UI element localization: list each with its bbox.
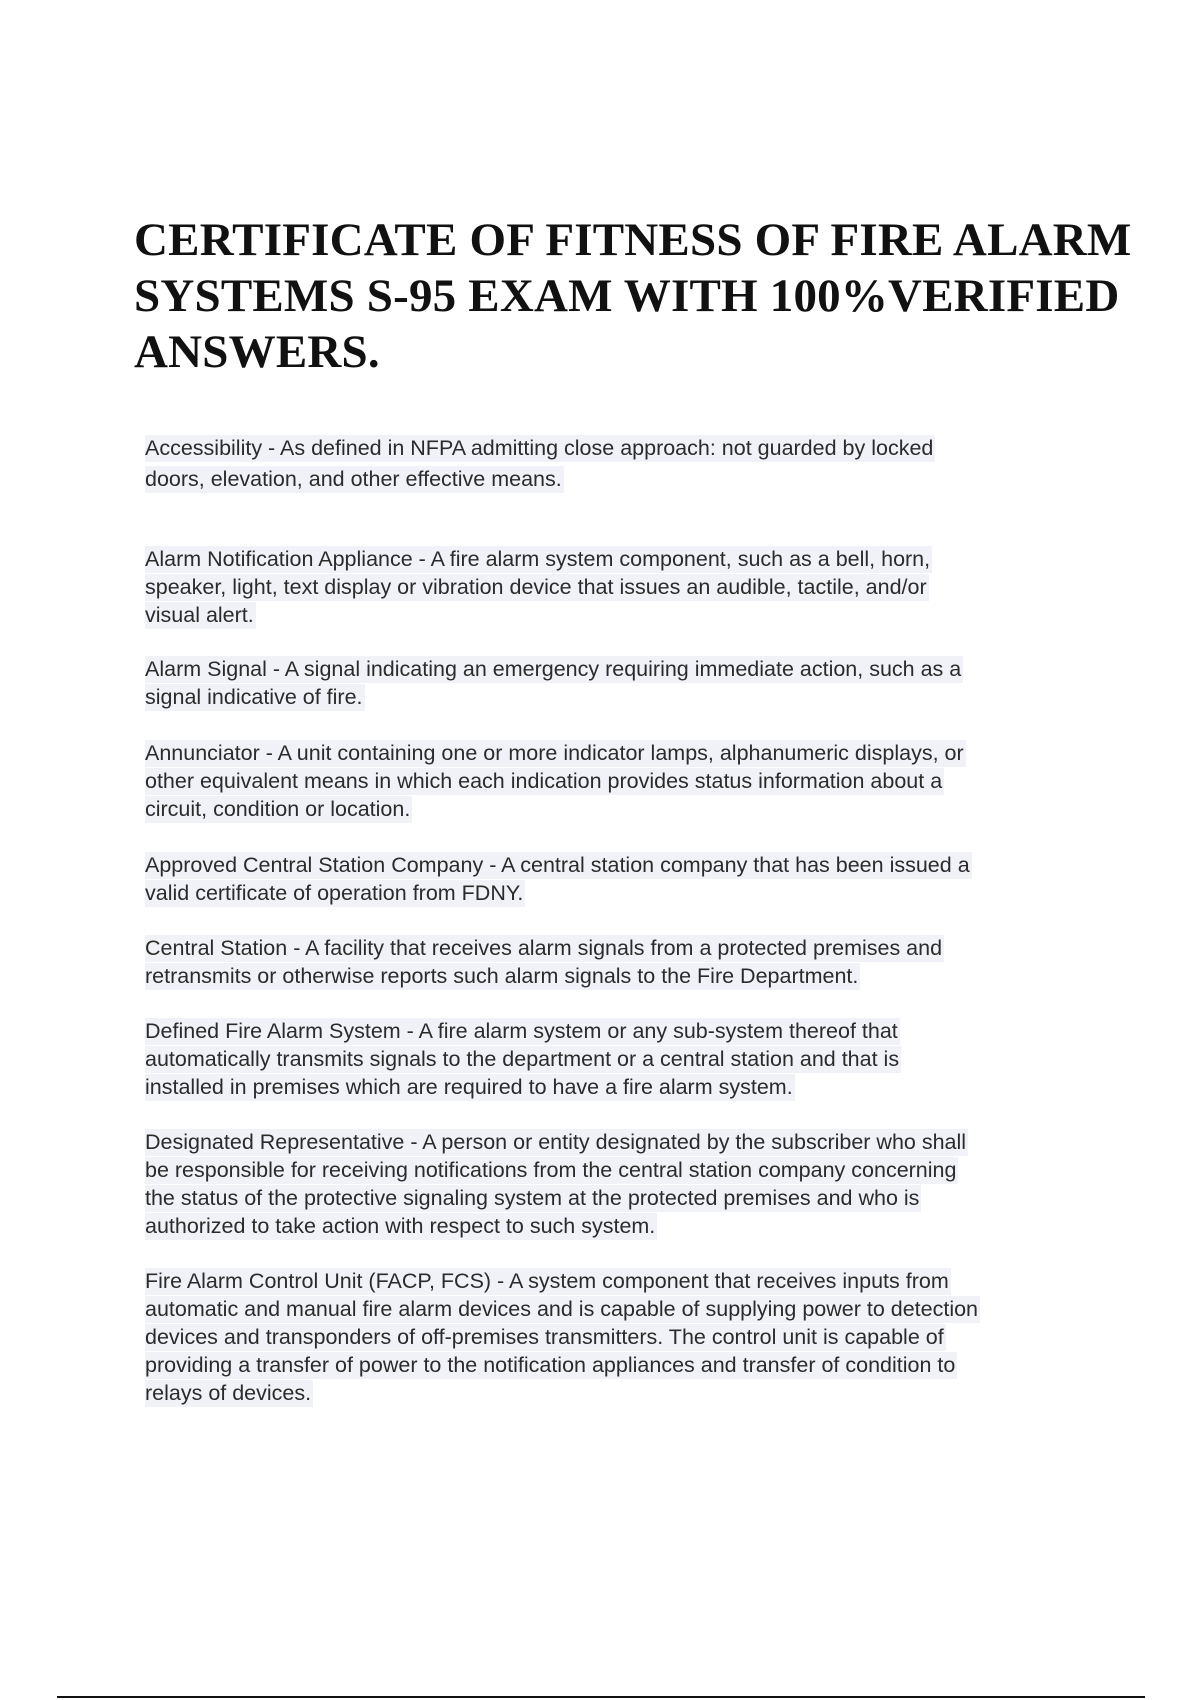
document-title	[134, 212, 1174, 380]
definition-line: automatically transmits signals to the department or a central station and that is	[145, 1047, 900, 1071]
definition-alarm-notification-appliance	[145, 545, 932, 629]
definition-line: visual alert.	[145, 603, 254, 627]
definition-line: signal indicative of fire.	[145, 685, 363, 709]
definition-annunciator	[145, 739, 966, 823]
definition-line: Central Station - A facility that receives alarm signals from a protected premises and	[145, 936, 943, 960]
definition-accessibility	[145, 433, 935, 495]
definition-line: authorized to take action with respect to such system.	[145, 1214, 656, 1238]
definition-line: Fire Alarm Control Unit (FACP, FCS) - A system component that receives inputs from	[145, 1269, 949, 1293]
definition-alarm-signal	[145, 655, 963, 711]
definition-line: automatic and manual fire alarm devices and is capable of supplying power to detection	[145, 1297, 979, 1321]
definition-line: the status of the protective signaling system at the protected premises and who is	[145, 1186, 920, 1210]
definition-line: providing a transfer of power to the notification appliances and transfer of condition to	[145, 1353, 956, 1377]
definition-line: Alarm Signal - A signal indicating an emergency requiring immediate action, such as a	[145, 657, 962, 681]
definition-line: speaker, light, text display or vibration device that issues an audible, tactile, and/or	[145, 575, 927, 599]
definition-line: valid certificate of operation from FDNY.	[145, 881, 524, 905]
definition-line: be responsible for receiving notifications from the central station company concerning	[145, 1158, 957, 1182]
definition-line: Approved Central Station Company - A central station company that has been issued a	[145, 853, 970, 877]
definition-line: doors, elevation, and other effective means.	[145, 467, 562, 491]
title-line: ANSWERS.	[134, 326, 380, 378]
definition-line: installed in premises which are required to have a fire alarm system.	[145, 1075, 793, 1099]
definition-line: devices and transponders of off-premises transmitters. The control unit is capable of	[145, 1325, 944, 1349]
definition-line: Alarm Notification Appliance - A fire alarm system component, such as a bell, horn,	[145, 547, 931, 571]
definition-line: Defined Fire Alarm System - A fire alarm system or any sub-system thereof that	[145, 1019, 898, 1043]
definition-central-station	[145, 934, 944, 990]
definition-line: retransmits or otherwise reports such alarm signals to the Fire Department.	[145, 964, 859, 988]
title-line: SYSTEMS S-95 EXAM WITH 100%VERIFIED	[134, 270, 1120, 322]
definition-line: Annunciator - A unit containing one or more indicator lamps, alphanumeric displays, or	[145, 741, 964, 765]
definition-line: circuit, condition or location.	[145, 797, 411, 821]
definition-fire-alarm-control-unit	[145, 1267, 980, 1407]
page-bottom-rule	[57, 1696, 1145, 1698]
definition-line: other equivalent means in which each indication provides status information about a	[145, 769, 943, 793]
definition-line: Designated Representative - A person or entity designated by the subscriber who shall	[145, 1130, 967, 1154]
definition-line: relays of devices.	[145, 1381, 312, 1405]
definition-approved-central-station-company	[145, 851, 972, 907]
definition-designated-representative	[145, 1128, 968, 1240]
title-line: CERTIFICATE OF FITNESS OF FIRE ALARM	[134, 214, 1132, 266]
definition-line: Accessibility - As defined in NFPA admitting close approach: not guarded by locked	[145, 436, 934, 460]
definition-defined-fire-alarm-system	[145, 1017, 901, 1101]
